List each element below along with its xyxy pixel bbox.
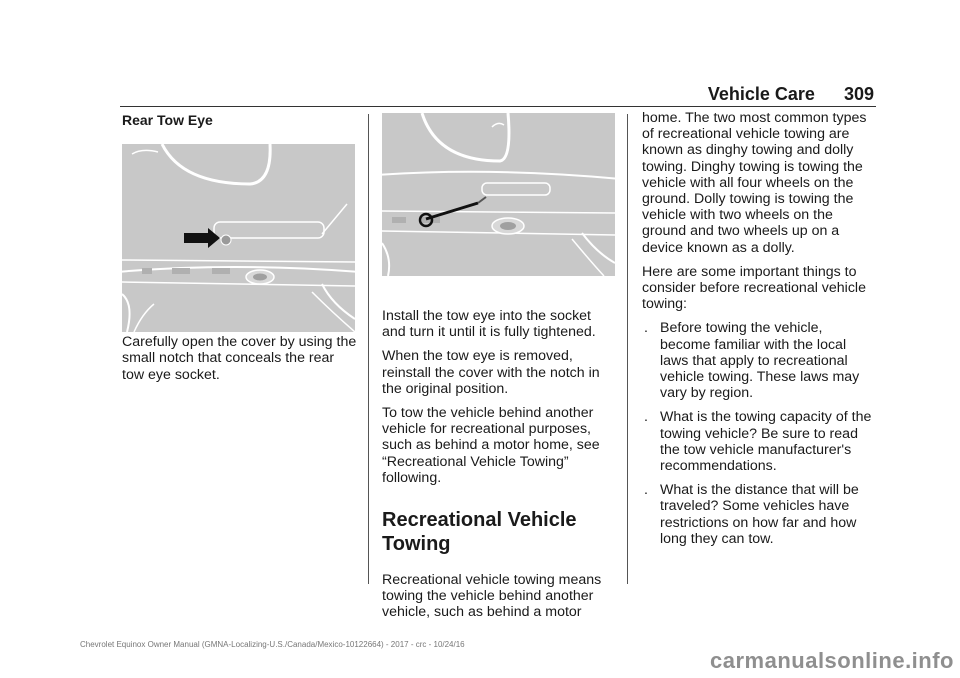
list-item [642, 320, 876, 401]
list-item [642, 482, 876, 547]
bullet-marker: . [644, 409, 648, 426]
column-2 [382, 308, 616, 629]
list-item [642, 409, 876, 474]
column-divider-right [627, 114, 628, 584]
subheading-rear-tow-eye: Rear Tow Eye [122, 112, 213, 128]
column-3 [642, 110, 876, 555]
rear-bumper-cover-illustration [122, 144, 355, 332]
section-title-recreational-vehicle-towing: Recreational Vehicle Towing [382, 509, 577, 556]
paragraph-recreational-reference: To tow the vehicle behind another vehicle for recreational purposes, such as behind a motor home, see “Recreational Vehicle Towing” following. [382, 405, 600, 486]
page-number: 309 [843, 84, 874, 104]
header-rule [120, 106, 876, 107]
list-item-text: What is the distance that will be traveled? Some vehicles have restrictions on how far and how long they can tow. [660, 482, 859, 547]
document-footer: Chevrolet Equinox Owner Manual (GMNA-Localizing-U.S./Canada/Mexico-10122664) - 2017 - crc - 10/24/16 [80, 640, 465, 649]
column-divider-left [368, 114, 369, 584]
bullet-marker: . [644, 482, 648, 499]
paragraph-open-cover: Carefully open the cover by using the small notch that conceals the rear tow eye socket. [122, 334, 357, 383]
paragraph-considerations-intro: Here are some important things to consider before recreational vehicle towing: [642, 263, 866, 313]
header-section-title: Vehicle Care [707, 84, 815, 104]
paragraph-install-tow-eye: Install the tow eye into the socket and turn it until it is fully tightened. [382, 308, 596, 341]
tow-eye-installation-illustration [382, 113, 615, 276]
list-item-text: Before towing the vehicle, become familiar with the local laws that apply to recreational vehicle towing. These laws may vary by region. [660, 320, 860, 402]
considerations-list [642, 320, 876, 547]
site-watermark: carmanualsonline.info [710, 648, 954, 673]
list-item-text: What is the towing capacity of the towing vehicle? Be sure to read the tow vehicle manufacturer's recommendations. [660, 409, 872, 475]
paragraph-reinstall-cover: When the tow eye is removed, reinstall the cover with the notch in the original position. [382, 348, 600, 397]
bullet-marker: . [644, 320, 648, 337]
paragraph-towing-types: home. The two most common types of recreational vehicle towing are known as dinghy towing and dolly towing. Dinghy towing is towing the vehicle with all four wheels on the ground. Dolly towing is towing the vehicle with two wheels on the ground and two wheels up on a device known as a dolly. [642, 110, 867, 256]
paragraph-recreational-definition: Recreational vehicle towing means towing the vehicle behind another vehicle, such as behind a motor [382, 572, 602, 621]
